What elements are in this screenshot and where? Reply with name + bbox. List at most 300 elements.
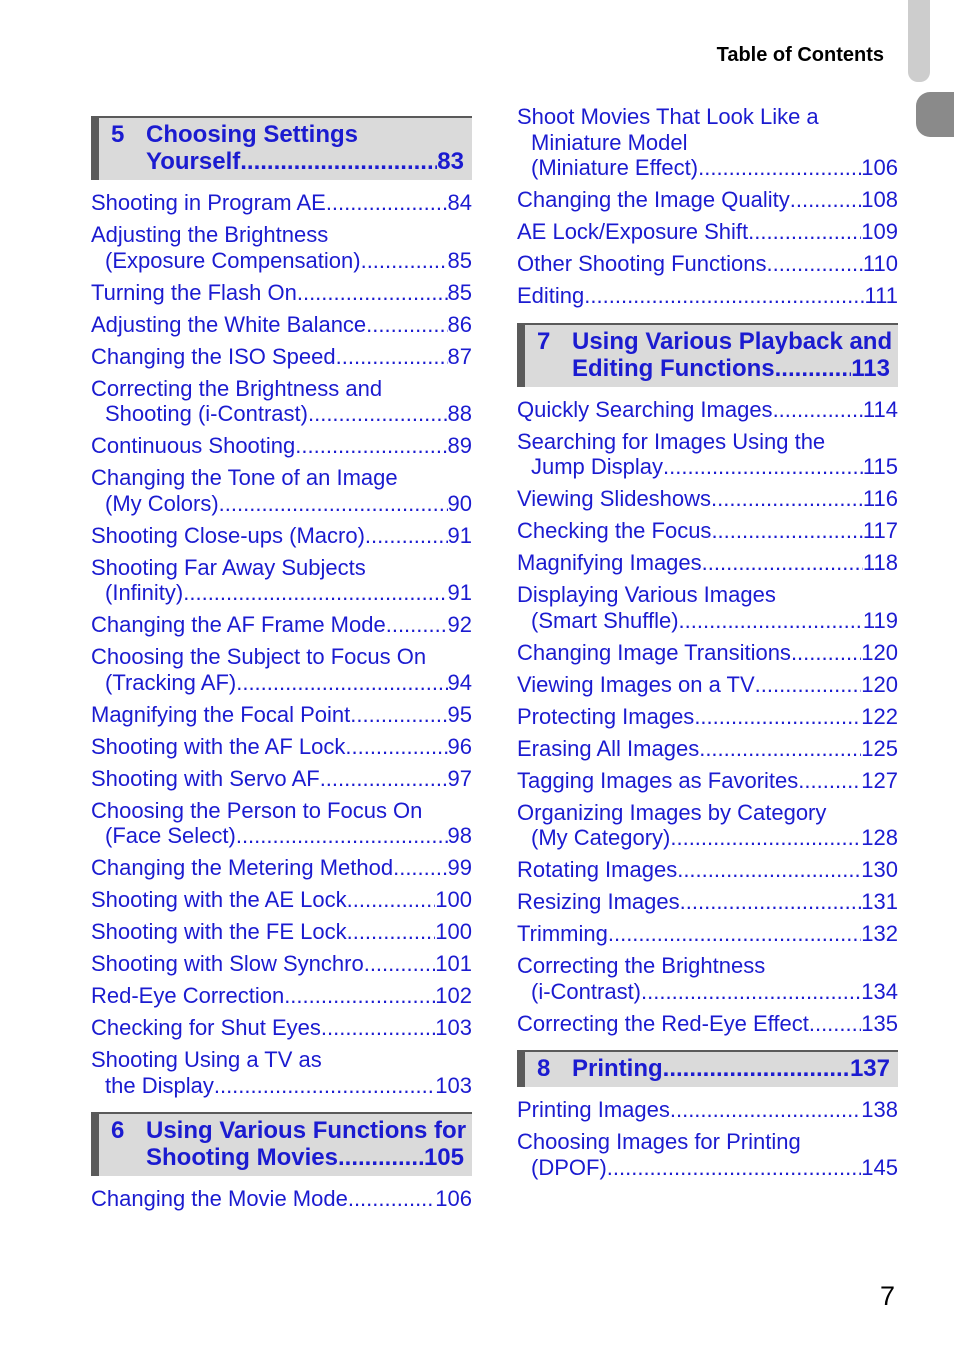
toc-entry-text: Adjusting the White Balance	[91, 311, 367, 337]
toc-entry-link[interactable]	[517, 857, 898, 883]
dot-leader	[338, 1144, 424, 1171]
toc-entry-line	[517, 486, 898, 512]
page-header-title: Table of Contents	[716, 44, 884, 66]
toc-entry-line	[91, 734, 472, 760]
toc-page-number: 120	[861, 671, 898, 697]
toc-entry-text: (Smart Shuffle)	[531, 607, 679, 633]
toc-entry-text: Resizing Images	[517, 889, 680, 914]
toc-entry-text: Red-Eye Correction	[91, 983, 285, 1008]
toc-entry-text: Adjusting the Brightness	[91, 222, 329, 247]
toc-entry-line	[517, 640, 898, 666]
toc-entry-link[interactable]	[91, 644, 472, 695]
toc-entry-link[interactable]	[517, 187, 898, 213]
toc-entry-line	[517, 704, 898, 730]
toc-entry-line	[91, 248, 472, 274]
toc-entry-line	[91, 1047, 472, 1073]
toc-entry-line	[91, 702, 472, 728]
toc-entry-text: (i-Contrast)	[531, 978, 642, 1004]
toc-entry-text: Choosing Images for Printing	[517, 1129, 801, 1154]
dot-leader	[361, 248, 448, 274]
toc-entry-line	[517, 800, 898, 826]
toc-entry-link[interactable]	[517, 251, 898, 277]
toc-entry-link[interactable]	[91, 1015, 472, 1041]
toc-entry-line	[91, 312, 472, 338]
toc-entry-line	[91, 855, 472, 881]
toc-page-number: 111	[864, 283, 898, 308]
toc-entry-link[interactable]	[91, 798, 472, 849]
dot-leader	[584, 283, 864, 309]
toc-page-number: 92	[447, 612, 472, 637]
dot-leader	[240, 148, 437, 175]
toc-page-number: 99	[447, 855, 472, 880]
toc-entry-text: Checking for Shut Eyes	[91, 1015, 321, 1040]
dot-leader	[321, 1015, 435, 1041]
toc-entry-line	[517, 1129, 898, 1155]
toc-page-number: 101	[435, 951, 472, 976]
toc-entry-link[interactable]	[517, 704, 898, 730]
toc-page-number: 138	[861, 1097, 898, 1122]
toc-entry-line	[91, 951, 472, 977]
toc-entry-line	[517, 219, 898, 245]
toc-entry-text: Changing the Metering Method	[91, 855, 394, 880]
toc-entry-text: AE Lock/Exposure Shift	[517, 219, 749, 244]
toc-entry-link[interactable]	[91, 376, 472, 427]
toc-page-number: 132	[861, 921, 898, 946]
toc-page-number: 86	[447, 311, 472, 337]
toc-page-number: 100	[435, 919, 472, 944]
toc-entry-link[interactable]	[91, 612, 472, 638]
toc-page-number: 106	[435, 1186, 472, 1211]
toc-entry-line	[91, 1015, 472, 1041]
dot-leader	[348, 1186, 435, 1212]
toc-entry-link[interactable]	[517, 672, 898, 698]
toc-entry-line	[91, 401, 472, 427]
toc-entry-line	[91, 1073, 472, 1099]
toc-entry-line	[91, 344, 472, 370]
toc-entry-line	[91, 983, 472, 1009]
dot-leader	[798, 768, 861, 794]
toc-entry-line	[91, 887, 472, 913]
toc-entry-text: Protecting Images	[517, 703, 695, 729]
toc-entry-link[interactable]	[517, 582, 898, 633]
toc-page-number: 88	[447, 401, 472, 426]
dot-leader	[641, 979, 861, 1005]
chapter-title-text: Shooting Movies	[146, 1144, 338, 1171]
toc-entry-link[interactable]	[517, 1097, 898, 1123]
toc-entry-line	[91, 465, 472, 491]
dot-leader	[663, 1055, 850, 1082]
toc-entry-link[interactable]	[91, 312, 472, 338]
dot-leader	[347, 887, 436, 913]
dot-leader	[393, 855, 447, 881]
toc-entry-link[interactable]	[517, 397, 898, 423]
toc-entry-link[interactable]	[517, 921, 898, 947]
dot-leader	[347, 919, 436, 945]
dot-leader	[790, 187, 862, 213]
dot-leader	[607, 1155, 862, 1181]
chapter-tab-top	[908, 0, 930, 82]
toc-entry-link[interactable]	[517, 518, 898, 544]
toc-entry-text: Changing the Image Quality	[517, 187, 790, 212]
toc-page-number: 90	[447, 490, 472, 516]
toc-entry-text: Erasing All Images	[517, 735, 700, 761]
toc-entry-text: Shooting (i-Contrast)	[105, 401, 308, 426]
chapter-title-text: Printing	[572, 1055, 663, 1082]
toc-entry-text: Shooting with Servo AF	[91, 765, 320, 791]
toc-entry-line	[517, 518, 898, 544]
dot-leader	[748, 219, 861, 245]
toc-page-number: 115	[862, 454, 898, 479]
chapter-title-line	[572, 1055, 890, 1082]
toc-entry-link[interactable]	[91, 1186, 472, 1212]
toc-entry-link[interactable]	[91, 555, 472, 606]
toc-entry-link[interactable]	[91, 222, 472, 273]
toc-entry-link[interactable]	[91, 523, 472, 549]
dot-leader	[219, 491, 448, 517]
toc-entry-link[interactable]	[517, 104, 898, 181]
dot-leader	[364, 951, 436, 977]
toc-entry-text: Tagging Images as Favorites	[517, 767, 799, 793]
toc-entry-line	[517, 582, 898, 608]
toc-entry-line	[91, 555, 472, 581]
toc-entry-line	[517, 889, 898, 915]
toc-entry-line	[91, 523, 472, 549]
chapter-title-text: Using Various Playback and	[572, 327, 893, 355]
dot-leader	[345, 734, 447, 760]
toc-entry-text: Choosing the Subject to Focus On	[91, 644, 427, 669]
toc-entry-text: (Miniature Effect)	[531, 155, 699, 180]
dot-leader	[694, 704, 861, 730]
chapter-title	[111, 121, 464, 175]
toc-entry-line	[517, 768, 898, 794]
chapter-title	[537, 327, 893, 382]
toc-entry-text: Shooting Close-ups (Macro)	[91, 522, 365, 548]
toc-entry-link[interactable]	[517, 953, 898, 1004]
dot-leader	[295, 433, 447, 459]
chapter-title-line	[572, 327, 893, 355]
toc-entry-text: Checking the Focus	[517, 518, 712, 543]
chapter-page-number: 137	[849, 1055, 890, 1082]
toc-entry-link[interactable]	[91, 1047, 472, 1098]
toc-entry-line	[91, 580, 472, 606]
dot-leader	[365, 523, 448, 549]
toc-entry-link[interactable]	[91, 951, 472, 977]
toc-page-number: 95	[447, 701, 472, 727]
toc-entry-text: Changing Image Transitions	[517, 639, 791, 665]
toc-entry-text: Searching for Images Using the	[517, 428, 826, 454]
dot-leader	[183, 580, 447, 606]
toc-entry-text: Changing the ISO Speed	[91, 343, 336, 369]
toc-entry-line	[517, 921, 898, 947]
chapter-title-line	[146, 1144, 464, 1171]
toc-entry-line	[517, 283, 898, 309]
toc-entry-text: (Exposure Compensation)	[105, 247, 361, 273]
toc-entry-text: Shooting Far Away Subjects	[91, 554, 366, 580]
dot-leader	[350, 702, 447, 728]
toc-entry-text: Viewing Slideshows	[517, 486, 712, 511]
toc-entry-text: Rotating Images	[517, 857, 678, 882]
toc-entry-line	[517, 187, 898, 213]
toc-entry-text: (Face Select)	[105, 823, 236, 848]
toc-entry-text: Shooting with the AE Lock	[91, 887, 347, 912]
toc-page-number: 110	[862, 251, 898, 276]
toc-page-number: 91	[447, 522, 472, 548]
toc-entry-link[interactable]	[91, 734, 472, 760]
chapter-title-text: Using Various Functions for	[146, 1117, 467, 1144]
toc-page-number: 117	[862, 518, 898, 543]
toc-entry-link[interactable]	[91, 887, 472, 913]
toc-entry-link[interactable]	[517, 219, 898, 245]
toc-entry-link[interactable]	[91, 190, 472, 216]
toc-entry-text: (Infinity)	[105, 580, 184, 605]
chapter-tab-side	[916, 92, 954, 137]
toc-page-number: 97	[447, 765, 472, 791]
chapter-page-number: 105	[423, 1144, 464, 1171]
chapter-heading[interactable]	[91, 116, 472, 180]
toc-entry-line	[517, 1097, 898, 1123]
toc-entry-text: (My Colors)	[105, 490, 219, 516]
chapter-title-text: Yourself	[146, 148, 241, 175]
toc-entry-link[interactable]	[517, 800, 898, 851]
toc-column-left	[91, 116, 472, 1218]
toc-entry-text: Changing the Movie Mode	[91, 1186, 348, 1211]
toc-entry-line	[91, 1186, 472, 1212]
toc-entry-text: (Tracking AF)	[105, 669, 237, 695]
toc-page-number: 131	[861, 889, 898, 914]
toc-entry-line	[517, 429, 898, 455]
toc-entry-text: (DPOF)	[531, 1154, 607, 1180]
chapter-heading[interactable]	[91, 1112, 472, 1176]
toc-entry-text: Magnifying the Focal Point	[91, 701, 351, 727]
toc-page-number: 84	[447, 190, 472, 215]
toc-entry-line	[517, 857, 898, 883]
toc-entry-text: Shooting Using a TV as	[91, 1047, 322, 1072]
toc-entry-text: Shooting in Program AE	[91, 190, 326, 215]
dot-leader	[670, 1097, 861, 1123]
toc-entry-link[interactable]	[517, 768, 898, 794]
toc-entry-line	[91, 222, 472, 248]
toc-page-number: 134	[861, 978, 898, 1004]
toc-entry-line	[517, 1011, 898, 1037]
toc-page-number: 98	[447, 823, 472, 848]
dot-leader	[366, 312, 447, 338]
toc-entry-link[interactable]	[91, 766, 472, 792]
chapter-page-number: 83	[437, 148, 464, 175]
toc-entry-line	[517, 104, 898, 130]
toc-entry-link[interactable]	[91, 344, 472, 370]
toc-entry-text: Shooting with the AF Lock	[91, 733, 346, 759]
toc-entry-line	[91, 919, 472, 945]
toc-entry-link[interactable]	[91, 919, 472, 945]
chapter-title-text: Editing Functions	[572, 354, 775, 382]
chapter-title	[111, 1117, 467, 1171]
toc-entry-text: Correcting the Brightness and	[91, 375, 383, 401]
toc-entry-text: Printing Images	[517, 1097, 670, 1122]
toc-entry-line	[517, 953, 898, 979]
toc-page-number: 130	[861, 857, 898, 882]
toc-entry-line	[517, 454, 898, 480]
toc-entry-text: Viewing Images on a TV	[517, 671, 755, 697]
dot-leader	[677, 857, 861, 883]
toc-page-number: 85	[447, 279, 472, 305]
toc-entry-line	[91, 766, 472, 792]
dot-leader	[297, 280, 448, 306]
toc-entry-text: Editing	[517, 283, 585, 308]
dot-leader	[698, 155, 861, 181]
toc-entry-link[interactable]	[517, 1011, 898, 1037]
dot-leader	[679, 608, 863, 634]
chapter-number: 8	[537, 1055, 551, 1082]
chapter-heading[interactable]	[517, 1050, 898, 1087]
toc-page-number: 135	[861, 1010, 898, 1036]
toc-entry-link[interactable]	[517, 736, 898, 762]
dot-leader	[320, 766, 448, 792]
toc-page-number: 85	[447, 247, 472, 273]
toc-entry-line	[91, 612, 472, 638]
page-number: 7	[880, 1281, 896, 1311]
toc-entry-text: Shoot Movies That Look Like a	[517, 104, 819, 129]
dot-leader	[608, 921, 861, 947]
toc-entry-text: (My Category)	[531, 825, 671, 850]
toc-entry-line	[91, 823, 472, 849]
toc-page-number: 125	[861, 735, 898, 761]
dot-leader	[326, 190, 448, 216]
toc-page-number: 120	[861, 639, 898, 665]
toc-entry-line	[91, 433, 472, 459]
chapter-heading[interactable]	[517, 323, 898, 387]
chapter-title-line	[572, 355, 890, 382]
chapter-number: 5	[111, 121, 125, 148]
dot-leader	[336, 344, 448, 370]
toc-entry-line	[91, 670, 472, 696]
toc-entry-text: Shooting with Slow Synchro	[91, 951, 364, 976]
toc-page-number: 109	[861, 219, 898, 244]
dot-leader	[284, 983, 435, 1009]
toc-entry-text: Trimming	[517, 921, 608, 946]
chapter-title-line	[146, 1117, 467, 1144]
toc-entry-text: Changing the Tone of an Image	[91, 465, 398, 490]
chapter-title-text: Choosing Settings	[146, 121, 358, 148]
toc-entry-line	[91, 644, 472, 670]
toc-entry-line	[91, 798, 472, 824]
dot-leader	[766, 251, 862, 277]
toc-page-number: 128	[861, 825, 898, 850]
toc-entry-line	[517, 251, 898, 277]
toc-entry-text: Magnifying Images	[517, 550, 702, 575]
dot-leader	[791, 640, 861, 666]
toc-entry-text: Continuous Shooting	[91, 433, 296, 458]
dot-leader	[663, 454, 863, 480]
toc-entry-link[interactable]	[91, 983, 472, 1009]
toc-entry-link[interactable]	[91, 855, 472, 881]
toc-entry-text: Shooting with the FE Lock	[91, 919, 347, 944]
toc-page-number: 96	[447, 733, 472, 759]
toc-entry-text: Correcting the Brightness	[517, 953, 766, 978]
toc-entry-link[interactable]	[517, 486, 898, 512]
toc-page-number: 119	[862, 607, 898, 633]
toc-entry-line	[517, 550, 898, 576]
toc-page-number: 91	[447, 580, 472, 605]
toc-entry-line	[91, 376, 472, 402]
toc-entry-link[interactable]	[517, 283, 898, 309]
toc-page-number: 103	[435, 1015, 472, 1040]
toc-entry-link[interactable]	[517, 640, 898, 666]
dot-leader	[711, 518, 862, 544]
toc-entry-line	[91, 491, 472, 517]
toc-page-number: 118	[862, 550, 898, 575]
dot-leader	[680, 889, 862, 915]
toc-page-number: 106	[861, 155, 898, 180]
toc-entry-link[interactable]	[91, 702, 472, 728]
toc-entry-link[interactable]	[91, 280, 472, 306]
toc-entry-link[interactable]	[517, 429, 898, 480]
toc-page-number: 89	[447, 433, 472, 458]
dot-leader	[699, 736, 861, 762]
dot-leader	[670, 825, 861, 851]
toc-entry-text: Miniature Model	[531, 129, 688, 155]
dot-leader	[809, 1011, 861, 1037]
chapter-number: 7	[537, 327, 551, 355]
toc-entry-line	[91, 190, 472, 216]
toc-page-number: 87	[447, 343, 472, 369]
toc-entry-link[interactable]	[517, 550, 898, 576]
toc-entry-line	[517, 397, 898, 423]
toc-page-number: 145	[861, 1154, 898, 1180]
toc-entry-text: Displaying Various Images	[517, 582, 776, 607]
toc-column-right	[517, 104, 898, 1187]
toc-entry-link[interactable]	[91, 433, 472, 459]
dot-leader	[236, 823, 448, 849]
toc-entry-text: Correcting the Red-Eye Effect	[517, 1010, 809, 1036]
dot-leader	[773, 397, 863, 423]
toc-entry-line	[517, 130, 898, 156]
toc-entry-line	[517, 155, 898, 181]
toc-entry-text: Turning the Flash On	[91, 279, 297, 305]
toc-entry-line	[517, 608, 898, 634]
toc-entry-text: Other Shooting Functions	[517, 251, 767, 276]
toc-page-number: 100	[435, 887, 472, 912]
toc-page-number: 122	[861, 703, 898, 729]
toc-entry-text: Choosing the Person to Focus On	[91, 797, 423, 823]
toc-page-number: 114	[862, 396, 898, 422]
toc-entry-text: Quickly Searching Images	[517, 396, 773, 422]
chapter-number: 6	[111, 1117, 125, 1144]
dot-leader	[308, 401, 448, 427]
toc-entry-line	[517, 979, 898, 1005]
toc-entry-text: Changing the AF Frame Mode	[91, 612, 386, 637]
toc-entry-line	[517, 825, 898, 851]
toc-page-number: 108	[861, 187, 898, 212]
toc-entry-link[interactable]	[517, 889, 898, 915]
chapter-title-line	[146, 121, 464, 148]
toc-page-number: 102	[435, 983, 472, 1008]
toc-entry-text: the Display	[105, 1072, 214, 1098]
toc-entry-link[interactable]	[517, 1129, 898, 1180]
toc-page-number: 94	[447, 669, 472, 695]
dot-leader	[386, 612, 448, 638]
toc-entry-line	[517, 672, 898, 698]
toc-entry-link[interactable]	[91, 465, 472, 516]
dot-leader	[755, 672, 862, 698]
dot-leader	[775, 355, 852, 382]
toc-entry-text: Organizing Images by Category	[517, 799, 827, 825]
toc-entry-line	[517, 1155, 898, 1181]
toc-entry-line	[91, 280, 472, 306]
toc-entry-text: Jump Display	[531, 454, 664, 479]
toc-page-number: 103	[435, 1072, 472, 1098]
chapter-title-line	[146, 148, 464, 175]
toc-page-number: 127	[861, 767, 898, 793]
